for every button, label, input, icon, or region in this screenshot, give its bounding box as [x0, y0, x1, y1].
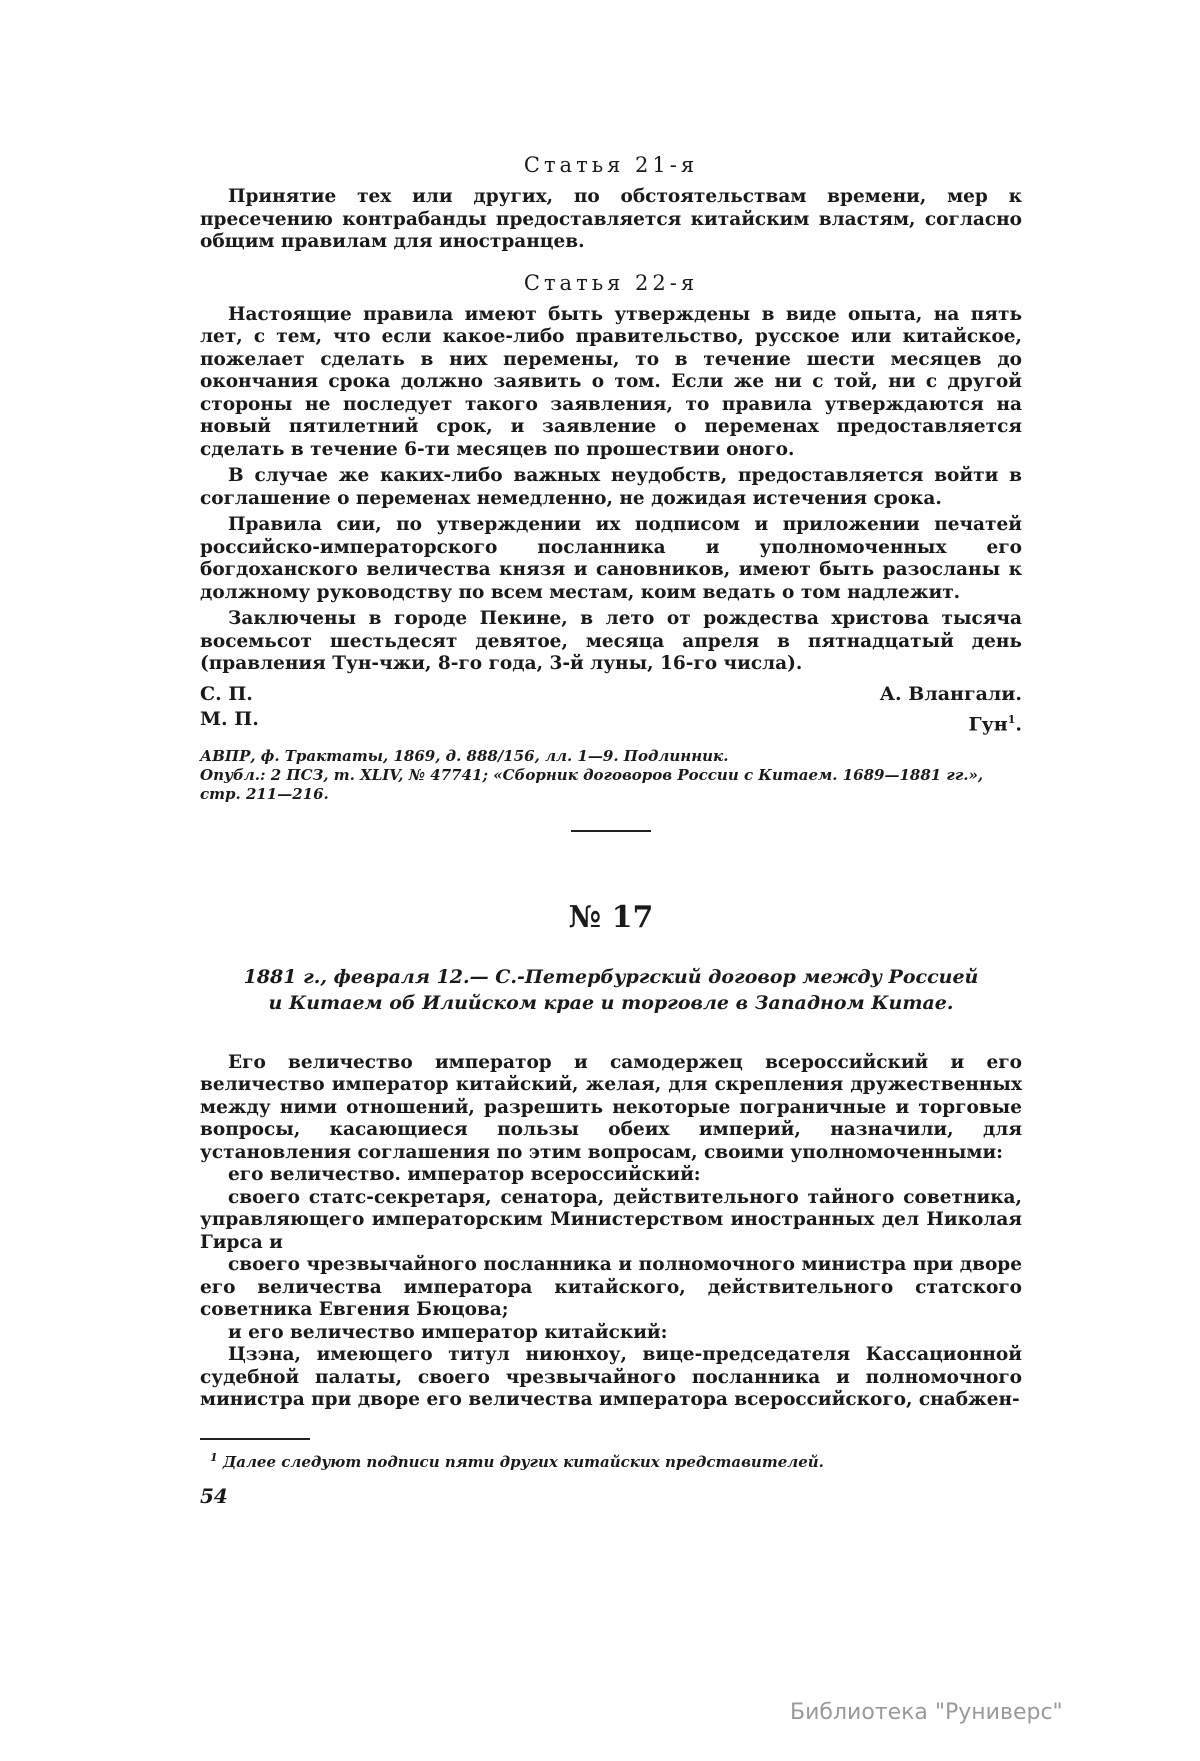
signature-row-2	[200, 707, 1022, 737]
document-number: № 17	[568, 899, 654, 935]
page-content	[200, 150, 1022, 1508]
library-watermark: Библиотека "Руниверс"	[790, 1700, 1063, 1725]
signatures	[200, 682, 1022, 737]
seal-mark-left-2: М. П.	[200, 707, 259, 730]
article-21-heading: Статья 21-я	[523, 153, 699, 177]
footnote-marker: 1	[210, 1450, 218, 1464]
document-17-body	[200, 1052, 1022, 1412]
signature-row-1	[200, 682, 1022, 707]
article-22-paragraph-4: Заключены в городе Пекине, в лето от рождества христова тысяча восемьсот шестьдесят девятое, месяца апреля в пятнадцатый день (правления Тун-чжи, 8-го года, 3-й луны, 16-го числа).	[200, 608, 1022, 674]
document-title	[200, 964, 1022, 1016]
footnote-marker-ref: 1	[1007, 712, 1016, 726]
signature-gun-end: .	[1015, 712, 1022, 735]
article-22-paragraph-2: В случае же каких-либо важных неудобств, предоставляется войти в соглашение о переменах немедленно, не дожидая истечения срока.	[200, 465, 1022, 509]
document-title-line-2: и Китаем об Илийском крае и торговле в Западном Китае.	[268, 991, 954, 1014]
source-line-2: Опубл.: 2 ПСЗ, т. XLIV, № 47741; «Сборник договоров России с Китаем. 1689—1881 гг.», стр. 211—216.	[200, 765, 984, 803]
footnote	[200, 1448, 1022, 1472]
signature-vlangali: А. Влангали.	[879, 682, 1022, 705]
source-line-1: АВПР, ф. Трактаты, 1869, д. 888/156, лл. 1—9. Подлинник.	[200, 746, 729, 765]
signature-gun-name: Гун	[968, 712, 1008, 735]
signature-gun	[969, 707, 1022, 737]
article-22-paragraph-1: Настоящие правила имеют быть утверждены в виде опыта, на пять лет, с тем, что если какое-либо правительство, русское или китайское, пожелает сделать в них перемены, то в течение шести месяцев до окончания срока должно заявить о том. Если же ни с той, ни с другой стороны не последует такого заявления, то правила утверждаются на новый пятилетний срок, и заявление о переменах предоставляется сделать в течение 6-ти месяцев по прошествии оного.	[200, 303, 1022, 460]
page-number: 54	[200, 1483, 228, 1508]
article-21-text: Принятие тех или других, по обстоятельствам времени, мер к пресечению контрабанды предоставляется китайским властям, согласно общим правилам для иностранцев.	[200, 186, 1022, 252]
doc17-line-1: его величество. император всероссийский:	[228, 1164, 701, 1186]
section-divider	[571, 830, 651, 832]
doc17-line-2: своего статс-секретаря, сенатора, действительного тайного советника, управляющего императорским Министерством иностранных дел Николая Гирса и	[200, 1186, 1022, 1253]
doc17-line-4: и его величество император китайский:	[228, 1321, 668, 1343]
seal-mark-left-1: С. П.	[200, 682, 253, 705]
doc17-line-5: Цзэна, имеющего титул ниюнхоу, вице-председателя Кассационной судебной палаты, своего чрезвычайного посланника и полномочного министра при дворе его величества императора всероссийского, снабжен-	[200, 1344, 1022, 1411]
document-title-line-1: 1881 г., февраля 12.— С.-Петербургский договор между Россией	[243, 965, 979, 988]
doc17-paragraph-1: Его величество император и самодержец всероссийский и его величество император китайский, желая, для скрепления дружественных между ними отношений, разрешить некоторые пограничные и торговые вопросы, касающиеся пользы обеих империй, назначили, для установления соглашения по этим вопросам, своими уполномоченными:	[200, 1051, 1022, 1163]
footnote-rule	[200, 1438, 310, 1440]
article-22-heading: Статья 22-я	[523, 270, 699, 295]
article-22-paragraph-3: Правила сии, по утверждении их подписом и приложении печатей российско-императорского посланника и уполномоченных его богдоханского величества князя и сановников, имеют быть разосланы к должному руководству по всем местам, коим ведать о том надлежит.	[200, 514, 1022, 603]
doc17-line-3: своего чрезвычайного посланника и полномочного министра при дворе его величества императора китайского, действительного статского советника Евгения Бюцова;	[200, 1254, 1022, 1321]
footnote-text: Далее следуют подписи пяти других китайских представителей.	[222, 1452, 824, 1471]
source-citation	[200, 747, 1022, 804]
